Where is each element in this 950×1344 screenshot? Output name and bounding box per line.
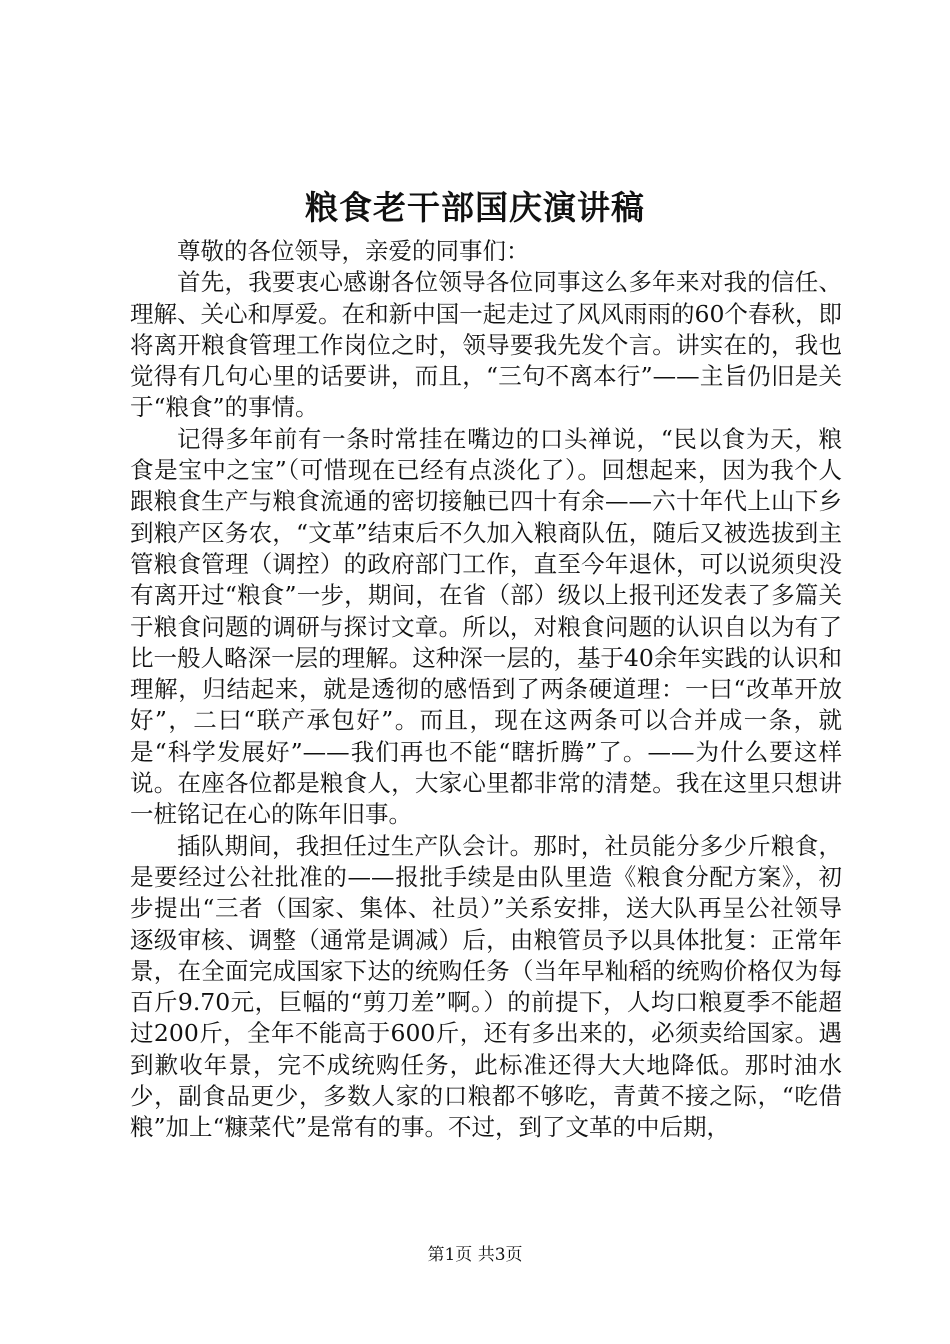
- paragraph-salutation: 尊敬的各位领导，亲爱的同事们：: [177, 237, 530, 265]
- paragraph-2: 记得多年前有一条时常挂在嘴边的口头禅说，“民以食为天，粮食是宝中之宝”（可惜现在已经有点淡化了）。回想起来，因为我个人跟粮食生产与粮食流通的密切接触已四十有余——六十年代上山下乡到粮产区务农，“文革”结束后不久加入粮商队伍，随后又被选拔到主管粮食管理（调控）的政府部门工作，直至今年退休，可以说须臾没有离开过“粮食”一步，期间，在省（部）级以上报刊还发表了多篇关于粮食问题的调研与探讨文章。所以，对粮食问题的认识自以为有了比一般人略深一层的理解。这种深一层的，基于40余年实践的认识和理解，归结起来，就是透彻的感悟到了两条硬道理：一曰“改革开放好”，二曰“联产承包好”。而且，现在这两条可以合并成一条，就是“科学发展好”——我们再也不能“瞎折腾”了。——为什么要这样说。在座各位都是粮食人，大家心里都非常的清楚。我在这里只想讲一桩铭记在心的陈年旧事。: [130, 424, 842, 829]
- paragraph-3: 插队期间，我担任过生产队会计。那时，社员能分多少斤粮食，是要经过公社批准的——报批手续是由队里造《粮食分配方案》，初步提出“三者（国家、集体、社员）”关系安排，送大队再呈公社领导逐级审核、调整（通常是调减）后，由粮管员予以具体批复：正常年景，在全面完成国家下达的统购任务（当年早籼稻的统购价格仅为每百斤9.70元，巨幅的“剪刀差”啊。）的前提下，人均口粮夏季不能超过200斤，全年不能高于600斤，还有多出来的，必须卖给国家。遇到歉收年景，完不成统购任务，此标准还得大大地降低。那时油水少，副食品更少，多数人家的口粮都不够吃，青黄不接之际，“吃借粮”加上“糠菜代”是常有的事。不过，到了文革的中后期，: [130, 831, 842, 1142]
- document-body: [130, 236, 842, 1144]
- document-title: 粮食老干部国庆演讲稿: [305, 188, 645, 227]
- page-number-footer: 第1页 共3页: [427, 1245, 523, 1265]
- paragraph-1: 首先，我要衷心感谢各位领导各位同事这么多年来对我的信任、理解、关心和厚爱。在和新中国一起走过了风风雨雨的60个春秋，即将离开粮食管理工作岗位之时，领导要我先发个言。讲实在的，我也觉得有几句心里的话要讲，而且，“三句不离本行”——主旨仍旧是关于“粮食”的事情。: [130, 268, 842, 422]
